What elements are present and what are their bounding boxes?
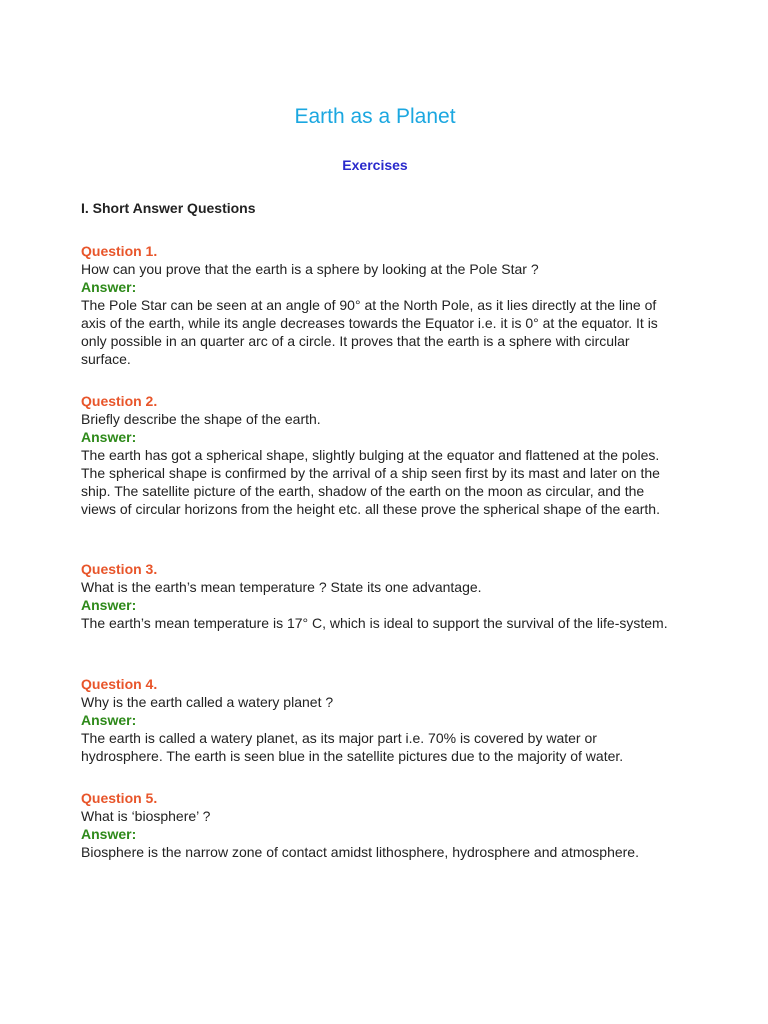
question-label: Question 3.: [81, 561, 158, 577]
answer-text: The earth has got a spherical shape, slightly bulging at the equator and flattened at the poles. The spherical shape is confirmed by the arrival of a ship seen first by its mast and later on the ship. The satellite picture of the earth, shadow of the earth on the moon as circular, and the views of circular horizons from the height etc. all these prove the spherical shape of the earth.: [81, 447, 660, 517]
question-text: Briefly describe the shape of the earth.: [81, 411, 321, 427]
answer-text: Biosphere is the narrow zone of contact amidst lithosphere, hydrosphere and atmosphere.: [81, 844, 639, 860]
question-text: What is the earth’s mean temperature ? State its one advantage.: [81, 579, 482, 595]
question-text: What is ‘biosphere’ ?: [81, 808, 211, 824]
answer-label: Answer:: [81, 597, 137, 613]
answer-text: The Pole Star can be seen at an angle of 90° at the North Pole, as it lies directly at the line of axis of the earth, while its angle decreases towards the Equator i.e. it is 0° at the equator. It is only possible in an quarter arc of a circle. It proves that the earth is a sphere with circular surface.: [81, 297, 658, 367]
question-block-1: [81, 242, 671, 368]
answer-text: The earth’s mean temperature is 17° C, which is ideal to support the survival of the life-system.: [81, 615, 668, 631]
question-block-4: [81, 675, 671, 765]
question-text: Why is the earth called a watery planet ?: [81, 694, 334, 710]
answer-text: The earth is called a watery planet, as its major part i.e. 70% is covered by water or hydrosphere. The earth is seen blue in the satellite pictures due to the majority of water.: [81, 730, 624, 764]
question-label: Question 2.: [81, 393, 158, 409]
answer-label: Answer:: [81, 826, 137, 842]
answer-label: Answer:: [81, 279, 137, 295]
page-subtitle: Exercises: [342, 157, 408, 173]
section-heading: I. Short Answer Questions: [81, 200, 256, 216]
question-block-2: [81, 392, 671, 518]
question-block-5: [81, 789, 671, 861]
question-label: Question 5.: [81, 790, 158, 806]
page-title: Earth as a Planet: [294, 105, 456, 128]
answer-label: Answer:: [81, 712, 137, 728]
question-block-3: [81, 560, 671, 632]
question-text: How can you prove that the earth is a sphere by looking at the Pole Star ?: [81, 261, 539, 277]
question-label: Question 4.: [81, 676, 158, 692]
question-label: Question 1.: [81, 243, 158, 259]
answer-label: Answer:: [81, 429, 137, 445]
